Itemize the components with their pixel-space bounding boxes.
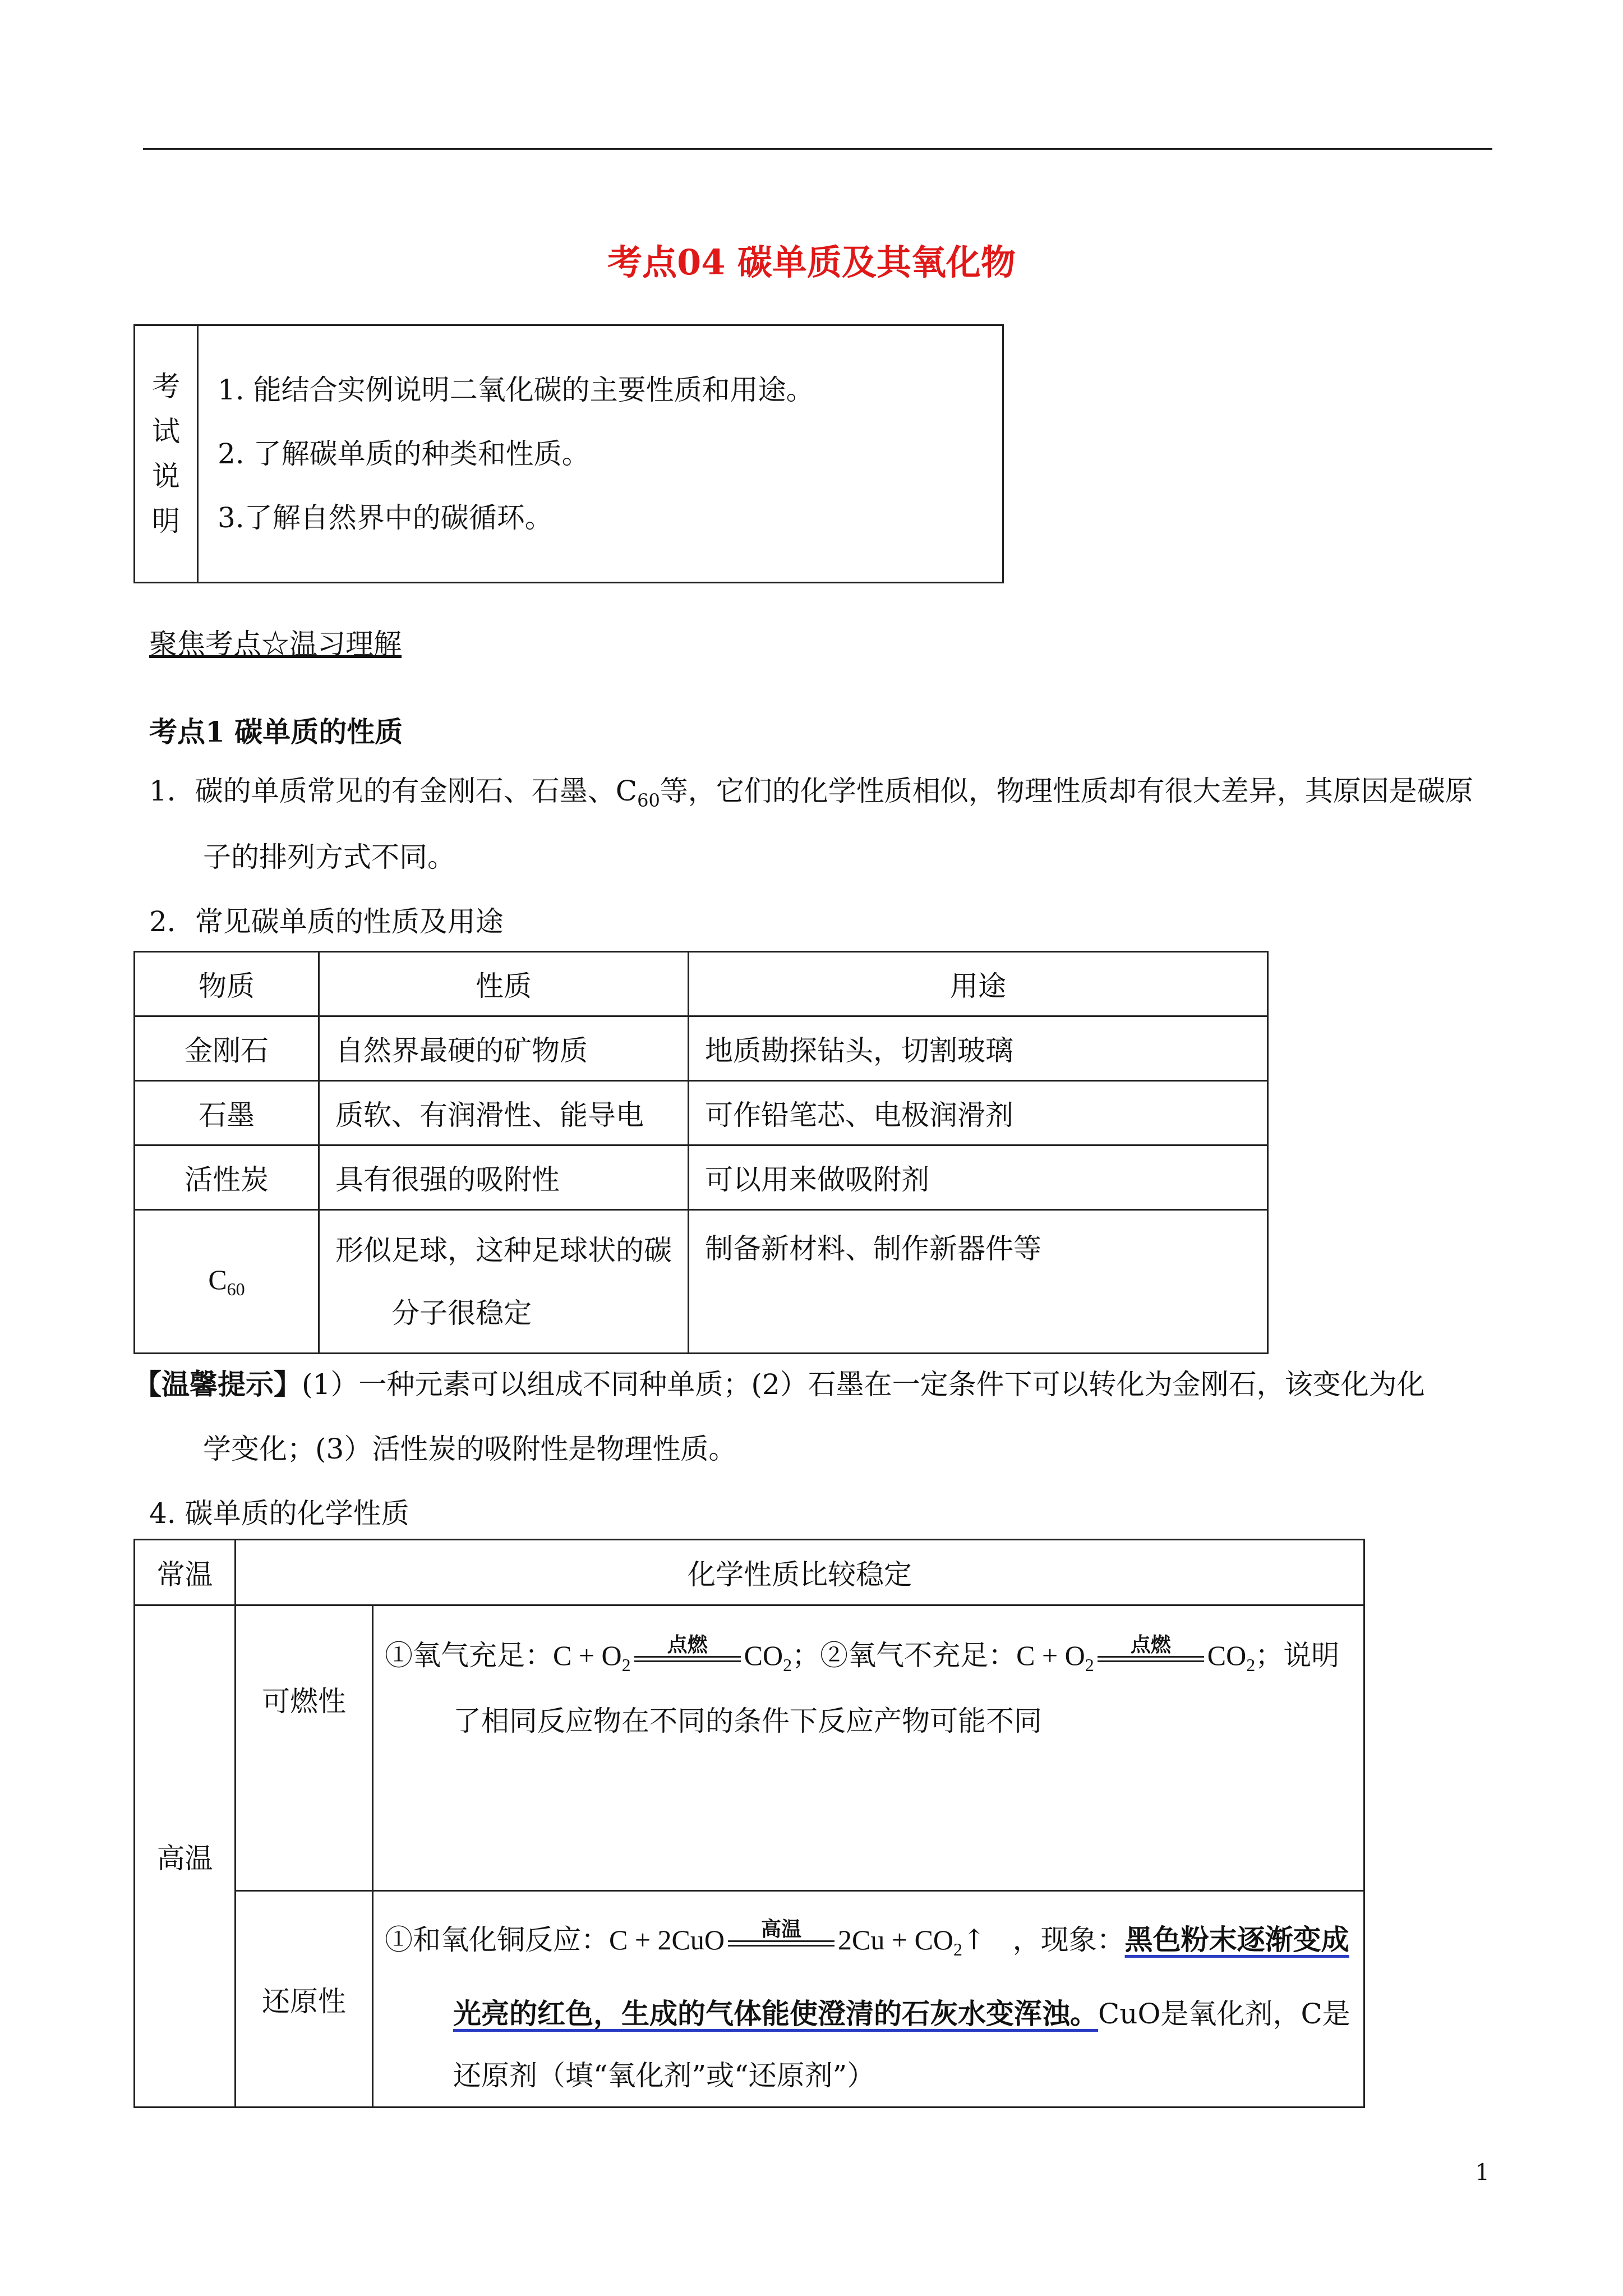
table-cell: 常温 bbox=[135, 1540, 236, 1605]
table-row bbox=[135, 1145, 1268, 1210]
table-cell: 可作铅笔芯、电极润滑剂 bbox=[689, 1081, 1268, 1145]
table-cell: 化学性质比较稳定 bbox=[236, 1540, 1364, 1605]
exam-item: 2. 了解碳单质的种类和性质。 bbox=[218, 438, 590, 470]
table-cell: 具有很强的吸附性 bbox=[319, 1145, 689, 1210]
exam-box-items bbox=[198, 325, 1003, 583]
table-cell: $C_{60}$ bbox=[135, 1210, 319, 1354]
table-header-row bbox=[135, 952, 1268, 1016]
table-row bbox=[135, 1210, 1268, 1354]
exam-box-label bbox=[135, 325, 198, 583]
page-number: 1 bbox=[1475, 2160, 1490, 2185]
table-cell: ①和氧化铜反应：C + 2CuO 高温 $2Cu + CO_2↑$ ，现象：黑色粉末逐渐变成 光亮的红色，生成的气体能使澄清的石灰水变浑浊。CuO是氧化剂，C是 还原剂（填“氧化剂”或“还原剂”） bbox=[373, 1891, 1364, 2108]
table-cell: 质软、有润滑性、能导电 bbox=[319, 1081, 689, 1145]
table-cell: 高温 bbox=[135, 1605, 236, 2108]
table-header: 物质 bbox=[135, 952, 319, 1016]
header-rule bbox=[143, 148, 1492, 150]
point1-heading: 考点1 碳单质的性质 bbox=[149, 715, 403, 748]
paragraph-1-line-2: 子的排列方式不同。 bbox=[203, 841, 455, 873]
table-row bbox=[135, 1605, 1364, 1891]
exam-box bbox=[133, 324, 1004, 583]
table-cell: 金刚石 bbox=[135, 1016, 319, 1081]
focus-heading: 聚焦考点☆温习理解 bbox=[149, 628, 402, 660]
tip-line-1: 【温馨提示】(1）一种元素可以组成不同种单质；(2）石墨在一定条件下可以转化为金刚石，该变化为化 bbox=[133, 1368, 1425, 1401]
carbon-table bbox=[133, 951, 1269, 1354]
exam-item: 1. 能结合实例说明二氧化碳的主要性质和用途。 bbox=[218, 374, 814, 406]
exam-label-char: 考 bbox=[152, 370, 180, 403]
table-cell: 地质勘探钻头，切割玻璃 bbox=[689, 1016, 1268, 1081]
table-cell: 可燃性 bbox=[236, 1605, 373, 1891]
page-title: 考点04 碳单质及其氧化物 bbox=[607, 242, 1016, 283]
exam-label-char: 说 bbox=[152, 460, 180, 493]
table-cell: 自然界最硬的矿物质 bbox=[319, 1016, 689, 1081]
paragraph-2: 2．常见碳单质的性质及用途 bbox=[149, 905, 504, 938]
table-cell: 制备新材料、制作新器件等 bbox=[689, 1210, 1268, 1354]
chem-property-table bbox=[133, 1539, 1365, 2108]
table-header: 性质 bbox=[319, 952, 689, 1016]
paragraph-1-line-1: 1．碳的单质常见的有金刚石、石墨、$C_{60}$等，它们的化学性质相似，物理性质却有很大差异，其原因是碳原 bbox=[149, 775, 1473, 811]
table-row bbox=[135, 1081, 1268, 1145]
table-row bbox=[135, 1540, 1364, 1605]
exam-item: 3.了解自然界中的碳循环。 bbox=[218, 501, 553, 534]
paragraph-4: 4. 碳单质的化学性质 bbox=[149, 1497, 409, 1530]
exam-label-char: 试 bbox=[152, 415, 180, 448]
table-cell: ①氧气充足：$C + O_2$ 点燃 $CO_2$；②氧气不充足：$C + O_2$ 点燃 $CO_2$；说明 了相同反应物在不同的条件下反应产物可能不同 bbox=[373, 1605, 1364, 1891]
table-row bbox=[135, 1891, 1364, 2108]
table-cell: 形似足球，这种足球状的碳 分子很稳定 bbox=[319, 1210, 689, 1354]
table-cell: 活性炭 bbox=[135, 1145, 319, 1210]
table-cell: 石墨 bbox=[135, 1081, 319, 1145]
table-cell: 可以用来做吸附剂 bbox=[689, 1145, 1268, 1210]
table-header: 用途 bbox=[689, 952, 1268, 1016]
table-cell: 还原性 bbox=[236, 1891, 373, 2108]
table-row bbox=[135, 1016, 1268, 1081]
exam-label-char: 明 bbox=[152, 505, 180, 537]
tip-line-2: 学变化；(3）活性炭的吸附性是物理性质。 bbox=[203, 1433, 737, 1465]
